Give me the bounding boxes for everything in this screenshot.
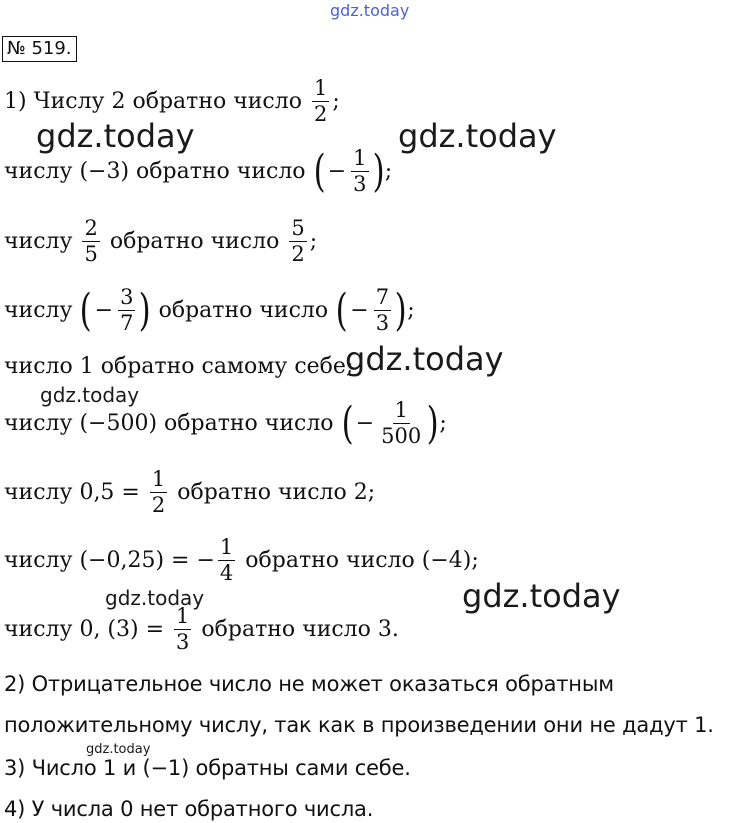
line-6-text: числу (−500) обратно число [4, 410, 334, 436]
answer-line-9 [4, 606, 399, 653]
fraction-denominator: 3 [176, 630, 190, 654]
fraction [312, 78, 329, 125]
line-9-text-b: обратно число 3. [201, 616, 399, 642]
line-3-text-a: числу [4, 228, 73, 254]
paragraph-2-line-1: 2) Отрицательное число не может оказаться обратным [4, 672, 614, 696]
minus-sign: − [350, 297, 369, 323]
fraction-denominator: 7 [120, 311, 134, 335]
line-2-text: числу (−3) обратно число [4, 158, 306, 184]
watermark: gdz.today [462, 577, 621, 615]
fraction-numerator: 1 [176, 604, 190, 628]
watermark: gdz.today [105, 586, 205, 610]
line-1-end: ; [332, 88, 340, 114]
answer-line-5 [4, 356, 353, 378]
answer-line-6 [4, 397, 447, 449]
line-6-end: ; [439, 410, 447, 436]
line-4-text-a: числу [4, 297, 73, 323]
minus-sign: − [94, 297, 114, 323]
fraction-denominator: 4 [219, 561, 234, 585]
right-paren: ) [372, 145, 385, 197]
fraction-denominator: 2 [151, 493, 166, 517]
line-7-text-a: числу 0,5 = [4, 479, 140, 505]
line-8-text-a: числу (−0,25) = − [4, 547, 215, 573]
line-5-text: число 1 обратно самому себе; [4, 354, 354, 379]
fraction-numerator: 7 [375, 285, 390, 309]
problem-number: № 519. [2, 36, 77, 62]
line-1-text: 1) Числу 2 обратно число [4, 88, 302, 114]
fraction-numerator: 1 [313, 76, 328, 100]
line-7-text-b: обратно число 2; [177, 479, 376, 505]
fraction-denominator: 3 [353, 172, 367, 196]
left-paren: ( [341, 397, 354, 449]
right-paren: ) [426, 397, 439, 449]
fraction [379, 400, 423, 447]
answer-line-8 [4, 537, 479, 584]
line-3-text-b: обратно число [109, 228, 280, 254]
watermark-top: gdz.today [330, 1, 410, 20]
watermark: gdz.today [398, 117, 557, 155]
watermark: gdz.today [86, 742, 151, 757]
paragraph-4: 4) У числа 0 нет обратного числа. [4, 797, 374, 821]
fraction [289, 218, 306, 265]
answer-line-2 [4, 145, 393, 197]
fraction [118, 287, 135, 334]
line-8-text-b: обратно число (−4); [245, 547, 479, 573]
right-paren: ) [394, 284, 407, 336]
left-paren: ( [313, 145, 326, 197]
right-paren: ) [139, 284, 152, 336]
fraction [82, 218, 99, 265]
watermark: gdz.today [36, 117, 195, 155]
answer-line-3 [4, 218, 317, 265]
fraction-numerator: 1 [151, 467, 166, 491]
fraction-denominator: 2 [313, 102, 328, 126]
fraction-numerator: 1 [219, 535, 234, 559]
fraction-denominator: 5 [84, 242, 98, 266]
fraction [218, 537, 235, 584]
fraction-numerator: 3 [120, 285, 134, 309]
fraction [351, 148, 368, 195]
line-4-end: ; [407, 297, 415, 323]
line-2-end: ; [384, 158, 393, 184]
fraction-numerator: 5 [291, 216, 305, 240]
line-4-text-b: обратно число [158, 297, 329, 323]
answer-line-4 [4, 284, 415, 336]
left-paren: ( [335, 284, 348, 336]
fraction [174, 606, 191, 653]
paragraph-3: 3) Число 1 и (−1) обратны сами себе. [4, 756, 411, 780]
watermark: gdz.today [40, 383, 140, 407]
line-3-end: ; [309, 228, 318, 254]
answer-line-7 [4, 469, 375, 516]
fraction-denominator: 3 [375, 311, 390, 335]
minus-sign: − [327, 158, 347, 184]
line-9-text-a: числу 0, (3) = [4, 616, 165, 642]
fraction [150, 469, 167, 516]
fraction-numerator: 1 [353, 146, 367, 170]
paragraph-2-line-2: положительному числу, так как в произведении они не дадут 1. [4, 713, 714, 737]
fraction-numerator: 1 [394, 398, 408, 422]
fraction-denominator: 2 [291, 242, 305, 266]
minus-sign: − [355, 410, 375, 436]
fraction-denominator: 500 [381, 424, 422, 448]
watermark: gdz.today [345, 340, 504, 378]
fraction [374, 287, 391, 334]
fraction-numerator: 2 [84, 216, 98, 240]
left-paren: ( [80, 284, 93, 336]
